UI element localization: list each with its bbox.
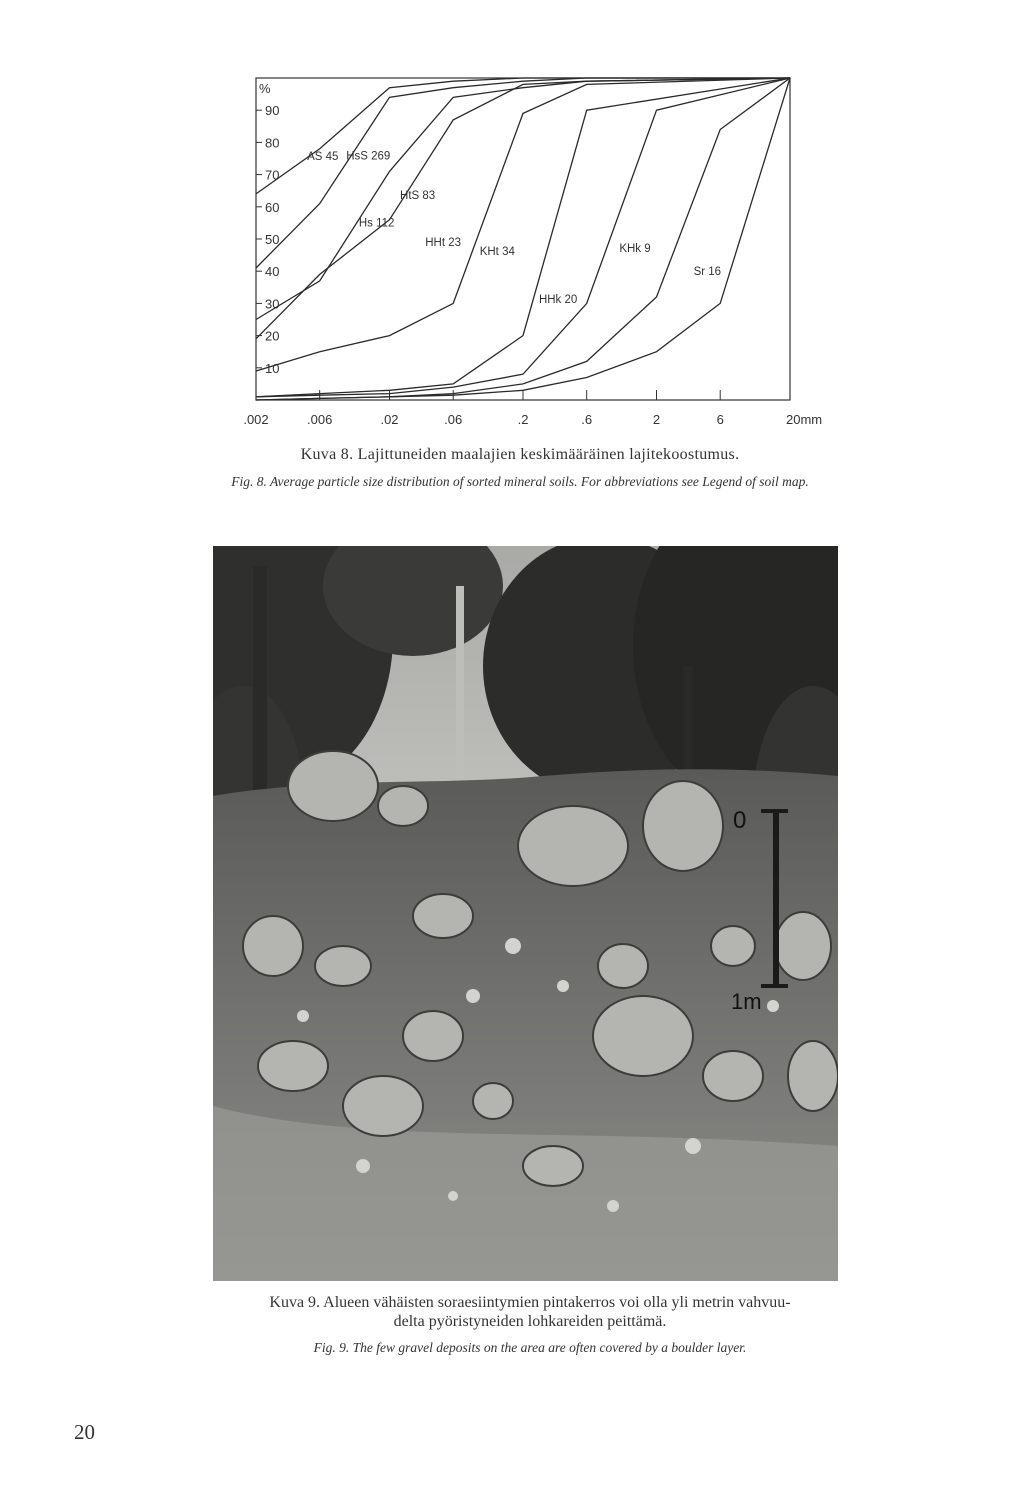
- y-tick-label: 80: [265, 135, 280, 151]
- curve-label: Sr 16: [693, 266, 722, 279]
- scale-top-label: 0: [733, 807, 747, 834]
- x-tick-label: .2: [517, 412, 529, 427]
- scale-bottom-label: 1m: [731, 989, 762, 1014]
- boulder-layer-photo: [213, 546, 838, 1281]
- curve-label: KHt 34: [479, 246, 515, 259]
- curve-kht-34: [256, 78, 790, 397]
- figure-8-caption-english: Fig. 8. Average particle size distribution of sorted mineral soils. For abbreviations see Legend of soil map.: [231, 474, 809, 489]
- y-tick-label: 20: [265, 328, 280, 344]
- figure-9-caption-finnish: [200, 1293, 860, 1331]
- curve-label: HsS 269: [346, 150, 391, 163]
- curve-label: KHk 9: [619, 242, 651, 255]
- curve-as-45: [256, 78, 790, 194]
- curve-hhk-20: [256, 78, 790, 397]
- curve-sr-16: [256, 78, 790, 400]
- curve-label: Hs 112: [358, 217, 395, 230]
- curve-label: HtS 83: [400, 190, 436, 203]
- x-tick-label: .006: [307, 412, 333, 427]
- figure-8-caption-finnish: Kuva 8. Lajittuneiden maalajien keskimääräinen lajitekoostumus.: [300, 446, 740, 463]
- x-tick-label: 20mm: [786, 412, 823, 427]
- y-tick-label: 30: [265, 296, 280, 312]
- curve-hht-23: [256, 78, 790, 371]
- curve-khk-9: [256, 78, 790, 400]
- particle-size-chart: [0, 0, 1024, 440]
- curve-label: HHk 20: [538, 293, 578, 306]
- y-tick-label: 40: [265, 264, 280, 280]
- figure-9-caption-finnish-line1: Kuva 9. Alueen vähäisten soraesiintymien pintakerros voi olla yli metrin vahvuu-: [269, 1294, 791, 1311]
- curve-hts-83: [256, 78, 790, 339]
- figure-9-caption-english: Fig. 9. The few gravel deposits on the area are often covered by a boulder layer.: [313, 1340, 747, 1355]
- curve-label: AS 45: [307, 151, 339, 164]
- y-tick-label: 90: [265, 103, 280, 119]
- x-tick-label: .002: [243, 412, 269, 427]
- plot-frame: [256, 78, 790, 400]
- x-tick-label: .02: [380, 412, 399, 427]
- y-tick-label: 70: [265, 167, 280, 183]
- y-tick-label: 60: [265, 199, 280, 215]
- x-tick-label: .6: [581, 412, 593, 427]
- curve-hss-269: [256, 78, 790, 268]
- x-tick-label: 6: [716, 412, 724, 427]
- x-tick-label: 2: [652, 412, 661, 427]
- y-unit-label: %: [259, 81, 271, 96]
- x-tick-label: .06: [444, 412, 463, 427]
- y-tick-label: 50: [265, 232, 280, 247]
- y-tick-label: 10: [265, 360, 280, 376]
- page-number: 20: [74, 1420, 95, 1444]
- figure-9-caption-finnish-line2: delta pyöristyneiden lohkareiden peittämä.: [393, 1313, 667, 1330]
- curve-label: HHt 23: [425, 236, 462, 249]
